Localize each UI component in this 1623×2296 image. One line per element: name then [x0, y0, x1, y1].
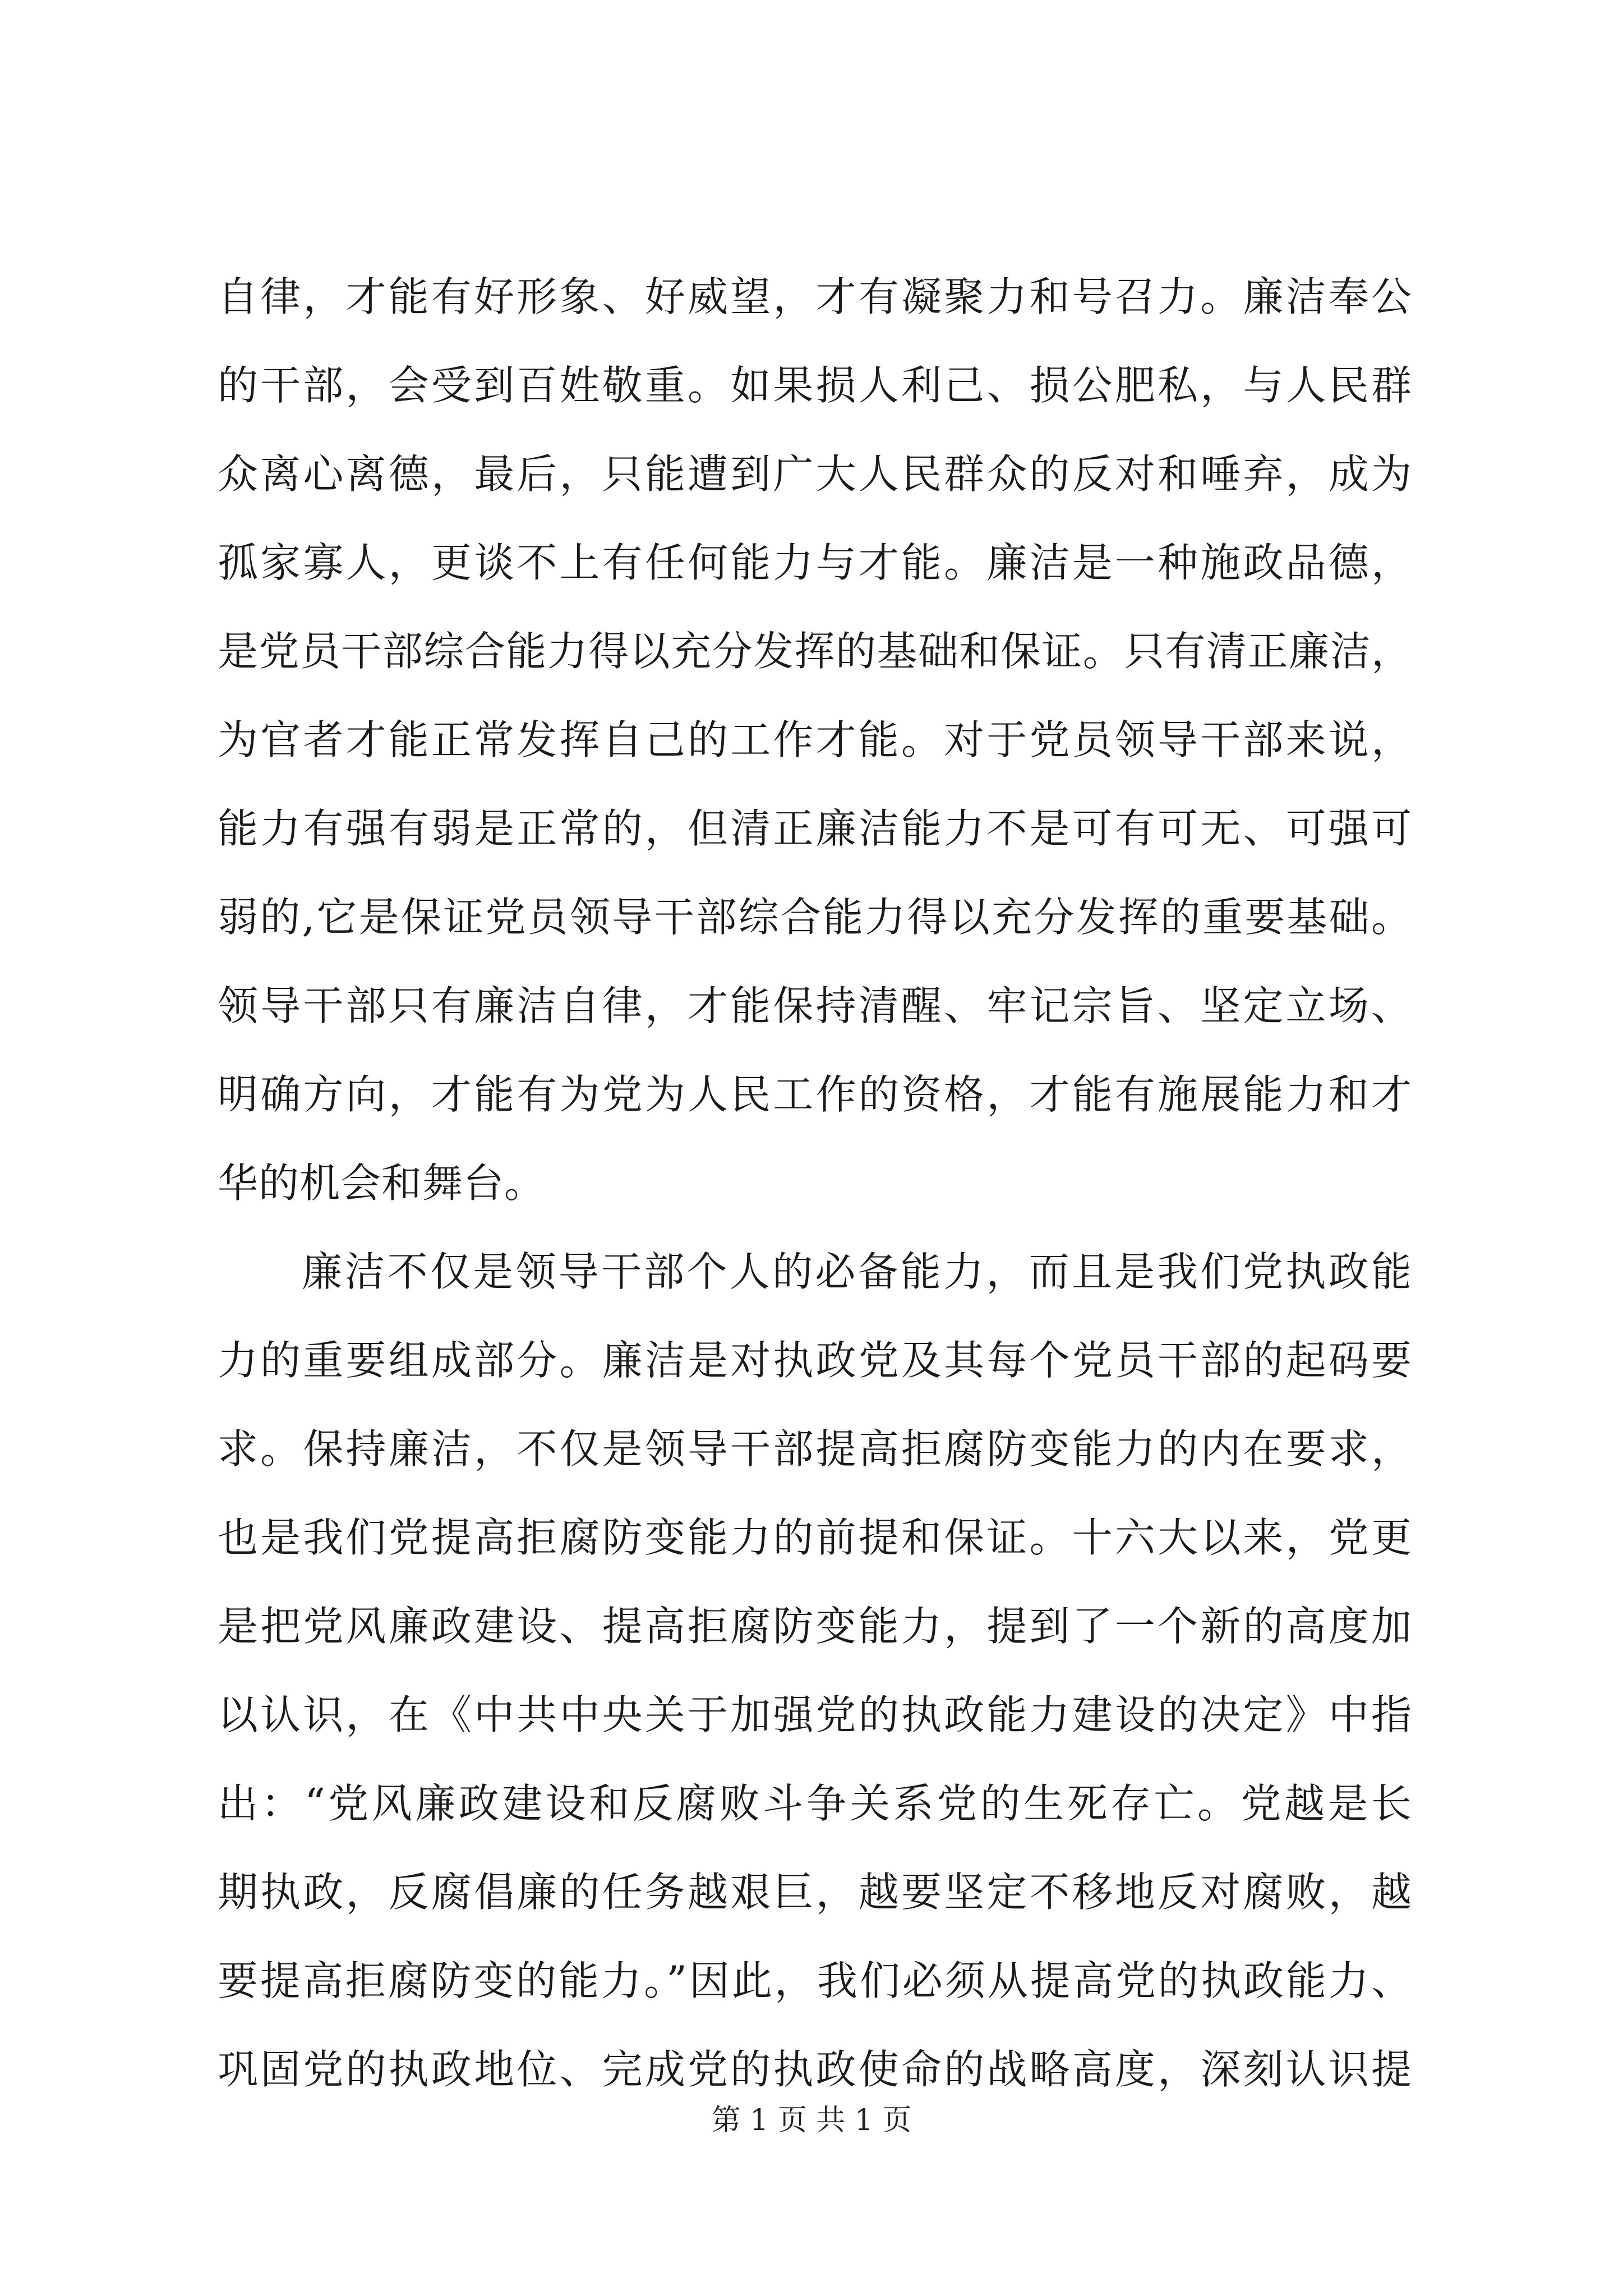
document-body — [218, 252, 1412, 2114]
text-line: 的干部，会受到百姓敬重。如果损人利己、损公肥私，与人民群 — [218, 362, 1412, 409]
text-line: 自律，才能有好形象、好威望，才有凝聚力和号召力。廉洁奉公 — [218, 273, 1412, 320]
paragraph-2 — [218, 1227, 1412, 2114]
text-line: 明确方向，才能有为党为人民工作的资格，才能有施展能力和才 — [218, 1071, 1412, 1118]
text-line: 为官者才能正常发挥自己的工作才能。对于党员领导干部来说， — [218, 716, 1412, 763]
text-line: 力的重要组成部分。廉洁是对执政党及其每个党员干部的起码要 — [218, 1337, 1412, 1384]
text-line: 是党员干部综合能力得以充分发挥的基础和保证。只有清正廉洁， — [218, 628, 1412, 675]
text-line: 能力有强有弱是正常的，但清正廉洁能力不是可有可无、可强可 — [218, 805, 1412, 852]
text-line: 弱的,它是保证党员领导干部综合能力得以充分发挥的重要基础。 — [218, 894, 1412, 941]
paragraph-1 — [218, 252, 1412, 1227]
page-number: 第 1 页 共 1 页 — [711, 2104, 912, 2137]
text-line: 以认识，在《中共中央关于加强党的执政能力建设的决定》中指 — [218, 1691, 1412, 1738]
text-line: 领导干部只有廉洁自律，才能保持清醒、牢记宗旨、坚定立场、 — [218, 982, 1412, 1029]
text-line: 期执政，反腐倡廉的任务越艰巨，越要坚定不移地反对腐败，越 — [218, 1869, 1412, 1916]
text-line: 众离心离德，最后，只能遭到广大人民群众的反对和唾弃，成为 — [218, 450, 1412, 498]
text-line: 求。保持廉洁，不仅是领导干部提高拒腐防变能力的内在要求， — [218, 1425, 1412, 1473]
text-line: 也是我们党提高拒腐防变能力的前提和保证。十六大以来，党更 — [218, 1514, 1412, 1561]
text-line: 要提高拒腐防变的能力。”因此，我们必须从提高党的执政能力、 — [218, 1957, 1412, 2004]
text-line: 是把党风廉政建设、提高拒腐防变能力，提到了一个新的高度加 — [218, 1603, 1412, 1650]
page-footer — [0, 2101, 1623, 2140]
text-line: 出：“党风廉政建设和反腐败斗争关系党的生死存亡。党越是长 — [218, 1780, 1412, 1827]
text-line: 巩固党的执政地位、完成党的执政使命的战略高度，深刻认识提 — [218, 2046, 1412, 2093]
text-line: 华的机会和舞台。 — [218, 1159, 546, 1207]
text-line: 孤家寡人，更谈不上有任何能力与才能。廉洁是一种施政品德， — [218, 539, 1412, 586]
text-line: 廉洁不仅是领导干部个人的必备能力，而且是我们党执政能 — [302, 1248, 1412, 1295]
